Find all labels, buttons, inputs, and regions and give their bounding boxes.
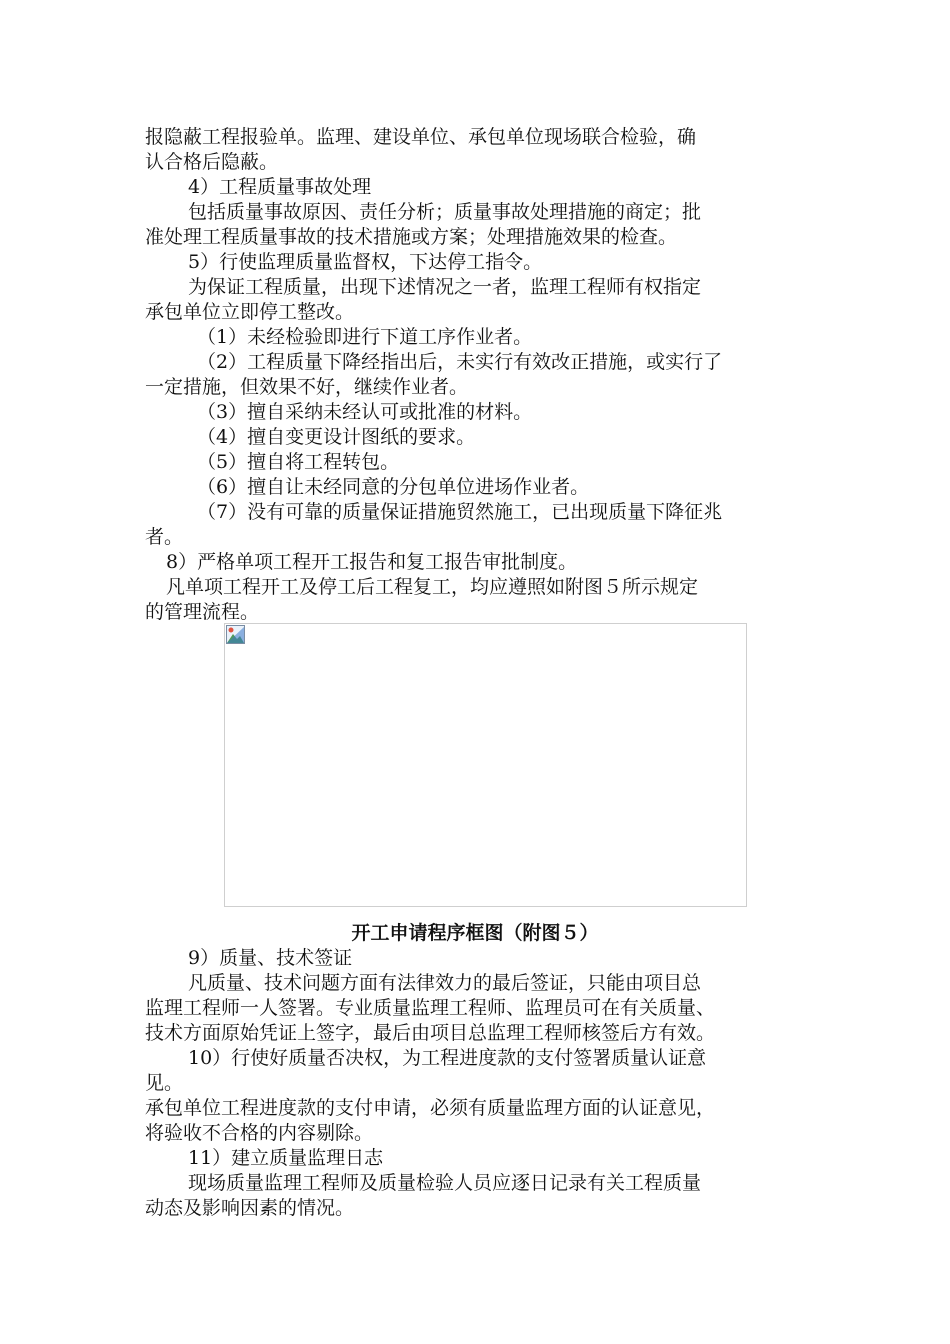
body-text-top (145, 125, 810, 625)
paragraph-line: 监理工程师一人签署。专业质量监理工程师、监理员可在有关质量、 (145, 997, 716, 1019)
section-heading-5: 5）行使监理质量监督权，下达停工指令。 (188, 251, 543, 273)
paragraph-line: 的管理流程。 (145, 601, 260, 623)
list-item: （4）擅自变更设计图纸的要求。 (197, 426, 476, 448)
paragraph-line: 将验收不合格的内容剔除。 (145, 1122, 374, 1144)
paragraph-line: 动态及影响因素的情况。 (145, 1197, 355, 1219)
list-item: （6）擅自让未经同意的分包单位进场作业者。 (197, 476, 590, 498)
list-item-continuation: 一定措施，但效果不好，继续作业者。 (145, 376, 469, 398)
list-item: （7）没有可靠的质量保证措施贸然施工，已出现质量下降征兆 (197, 501, 723, 523)
figure-placeholder (224, 623, 747, 907)
paragraph-line: 见。 (145, 1072, 184, 1094)
body-text-bottom (145, 946, 810, 1221)
paragraph-line: 认合格后隐蔽。 (145, 151, 279, 173)
paragraph-line: 现场质量监理工程师及质量检验人员应逐日记录有关工程质量 (188, 1172, 702, 1194)
list-item: （5）擅自将工程转包。 (197, 451, 400, 473)
list-item: （1）未经检验即进行下道工序作业者。 (197, 326, 533, 348)
figure-caption: 开工申请程序框图（附图５） (351, 922, 599, 944)
paragraph-line: 报隐蔽工程报验单。监理、建设单位、承包单位现场联合检验，确 (145, 126, 697, 148)
paragraph-line: 承包单位工程进度款的支付申请，必须有质量监理方面的认证意见， (145, 1097, 716, 1119)
section-heading-11: 11）建立质量监理日志 (188, 1147, 384, 1169)
paragraph-line: 承包单位立即停工整改。 (145, 301, 355, 323)
paragraph-line: 技术方面原始凭证上签字，最后由项目总监理工程师核签后方有效。 (145, 1022, 716, 1044)
list-item: （3）擅自采纳未经认可或批准的材料。 (197, 401, 533, 423)
paragraph-line: 凡单项工程开工及停工后工程复工，均应遵照如附图５所示规定 (166, 576, 699, 598)
section-heading-8: 8）严格单项工程开工报告和复工报告审批制度。 (166, 551, 578, 573)
paragraph-line: 凡质量、技术问题方面有法律效力的最后签证，只能由项目总 (188, 972, 702, 994)
paragraph-line: 为保证工程质量，出现下述情况之一者，监理工程师有权指定 (188, 276, 702, 298)
list-item: （2）工程质量下降经指出后，未实行有效改正措施，或实行了 (197, 351, 723, 373)
section-heading-4: 4）工程质量事故处理 (188, 176, 372, 198)
section-heading-9: 9）质量、技术签证 (188, 947, 353, 969)
paragraph-line: 包括质量事故原因、责任分析；质量事故处理措施的商定；批 (188, 201, 702, 223)
paragraph-line: 准处理工程质量事故的技术措施或方案；处理措施效果的检查。 (145, 226, 678, 248)
broken-image-icon (226, 625, 245, 644)
list-item-continuation: 者。 (145, 526, 184, 548)
section-heading-10: 10）行使好质量否决权，为工程进度款的支付签署质量认证意 (188, 1047, 707, 1069)
